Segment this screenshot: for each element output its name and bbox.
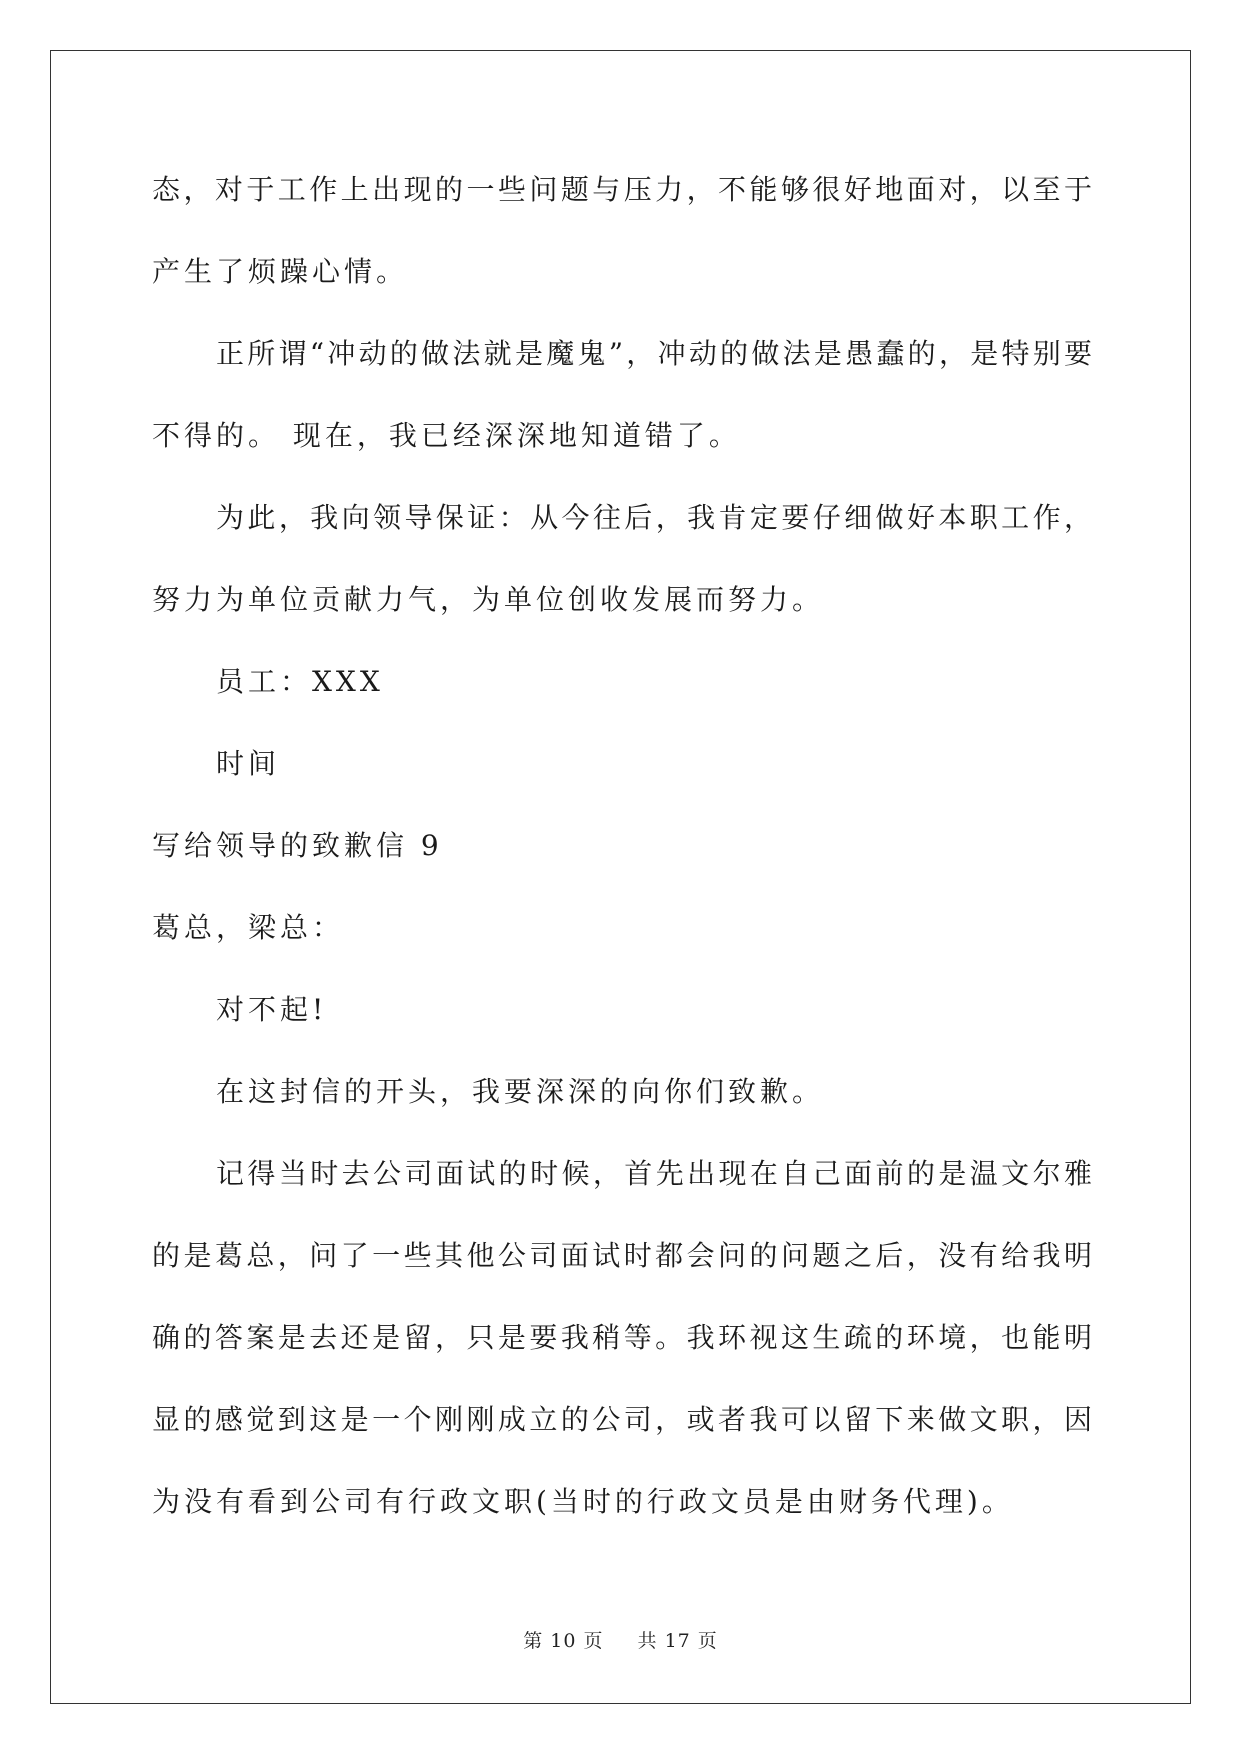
text-line: 记得当时去公司面试的时候，首先出现在自己面前的是温文尔雅 xyxy=(216,1157,1092,1190)
text-line: 努力为单位贡献力气，为单位创收发展而努力。 xyxy=(152,583,825,616)
text-line: 态，对于工作上出现的一些问题与压力，不能够很好地面对，以至于 xyxy=(152,173,1092,206)
text-line: 为没有看到公司有行政文职(当时的行政文员是由财务代理)。 xyxy=(152,1485,1014,1518)
text-line: 为此，我向领导保证：从今往后，我肯定要仔细做好本职工作， xyxy=(216,501,1092,534)
date-line: 时间 xyxy=(216,747,281,780)
text-line: 在这封信的开头，我要深深的向你们致歉。 xyxy=(216,1075,825,1108)
text-line: 显的感觉到这是一个刚刚成立的公司，或者我可以留下来做文职，因 xyxy=(152,1403,1092,1436)
text-line: 产生了烦躁心情。 xyxy=(152,255,409,288)
page-total: 共 17 页 xyxy=(637,1630,718,1652)
signature-line: 员工：XXX xyxy=(216,665,384,698)
section-title: 写给领导的致歉信 9 xyxy=(152,829,443,862)
text-line: 确的答案是去还是留，只是要我稍等。我环视这生疏的环境，也能明 xyxy=(152,1321,1092,1354)
text-line: 正所谓“冲动的做法就是魔鬼”，冲动的做法是愚蠢的，是特别要 xyxy=(216,337,1092,370)
page-number: 第 10 页 xyxy=(523,1630,604,1652)
text-line: 的是葛总，问了一些其他公司面试时都会问的问题之后，没有给我明 xyxy=(152,1239,1092,1272)
page-footer xyxy=(0,1626,1241,1653)
text-line: 不得的。 现在，我已经深深地知道错了。 xyxy=(152,419,741,452)
document-body xyxy=(152,160,1092,1554)
salutation: 葛总，梁总： xyxy=(152,911,345,944)
text-line: 对不起! xyxy=(216,993,328,1026)
